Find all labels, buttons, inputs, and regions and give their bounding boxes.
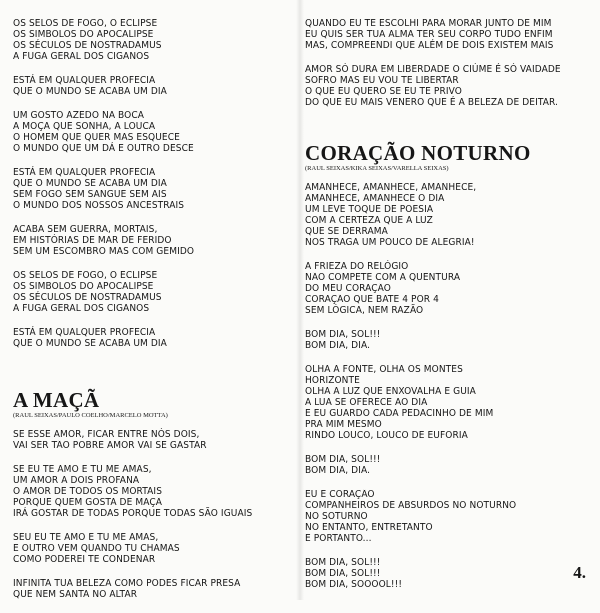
song-lyrics — [13, 429, 295, 600]
lyric-line: BOM DIA, SOL!!! — [305, 329, 381, 340]
lyric-line: ESTÁ EM QUALQUER PROFECIA — [13, 167, 156, 178]
stanza — [305, 261, 595, 316]
lyric-line: BOM DIA, SOL!!! — [305, 557, 381, 568]
lyric-line: BOM DIA, DIA. — [305, 340, 371, 351]
stanza — [13, 224, 295, 257]
lyric-line: NÃO COMPETE COM A QUENTURA — [305, 272, 461, 283]
lyric-line: SEM UM ESCOMBRO MAS COM GEMIDO — [13, 246, 195, 257]
lyrics-continuation-left — [13, 18, 295, 349]
lyric-line: OS SIMBOLOS DO APOCALIPSE — [13, 281, 154, 292]
lyric-line: OS SIMBOLOS DO APOCALIPSE — [13, 29, 154, 40]
song-section-a-maca — [13, 389, 295, 600]
song-lyrics — [305, 182, 595, 590]
lyric-line: ESTÁ EM QUALQUER PROFECIA — [13, 327, 156, 338]
lyric-line: UM AMOR A DOIS PROFANA — [13, 475, 140, 486]
lyric-line: QUE NEM SANTA NO ALTAR — [13, 589, 138, 600]
lyric-line: SOFRO MAS EU VOU TE LIBERTAR — [305, 75, 459, 86]
stanza — [305, 454, 595, 476]
stanza — [13, 464, 295, 519]
lyric-line: BOM DIA, DIA. — [305, 465, 371, 476]
stanza — [13, 270, 295, 314]
lyric-line: RINDO LOUCO, LOUCO DE EUFORIA — [305, 430, 468, 441]
lyric-line: BOM DIA, SOL!!! — [305, 454, 381, 465]
lyric-line: CORAÇÃO QUE BATE 4 POR 4 — [305, 294, 439, 305]
lyric-line: OS SELOS DE FOGO, O ECLIPSE — [13, 270, 158, 281]
lyric-line: COMPANHEIROS DE ABSURDOS NO NOTURNO — [305, 500, 517, 511]
stanza — [305, 64, 595, 108]
lyric-line: DO MEU CORAÇÃO — [305, 283, 391, 294]
lyric-line: E EU GUARDO CADA PEDACINHO DE MIM — [305, 408, 494, 419]
lyric-line: O QUE EU QUERO SE EU TE PRIVO — [305, 86, 462, 97]
lyric-line: BOM DIA, SOOOOL!!! — [305, 579, 403, 590]
song-title: A MAÇÃ — [13, 388, 100, 412]
lyric-line: A FUGA GERAL DOS CIGANOS — [13, 303, 150, 314]
lyric-line: UM LEVE TOQUE DE POESIA — [305, 204, 434, 215]
stanza — [305, 557, 595, 590]
lyric-line: EU QUIS SER TUA ALMA TER SEU CORPO TUDO ENFIM — [305, 29, 553, 40]
stanza — [305, 18, 595, 51]
lyric-line: HORIZONTE — [305, 375, 360, 386]
lyric-line: A FRIEZA DO RELÓGIO — [305, 261, 409, 272]
lyric-line: MAS, COMPREENDI QUE ALÉM DE DOIS EXISTEM MAIS — [305, 40, 554, 51]
left-page — [0, 0, 299, 600]
stanza — [13, 327, 295, 349]
lyric-line: AMANHECE, AMANHECE, AMANHECE, — [305, 182, 477, 193]
lyric-line: AMOR SÓ DURA EM LIBERDADE O CIÚME É SÓ VAIDADE — [305, 64, 561, 75]
lyric-line: SEM FOGO SEM SANGUE SEM AIS — [13, 189, 167, 200]
lyric-line: E PORTANTO... — [305, 533, 372, 544]
lyric-line: OLHA A FONTE, OLHA OS MONTES — [305, 364, 463, 375]
lyric-line: QUE O MUNDO SE ACABA UM DIA — [13, 86, 167, 97]
song-credits: (RAUL SEIXAS/KIKA SEIXAS/VARELLA SEIXAS) — [305, 165, 449, 172]
stanza — [13, 167, 295, 211]
lyric-line: PRA MIM MESMO — [305, 419, 382, 430]
stanza — [305, 489, 595, 544]
page-number: 4. — [573, 563, 586, 582]
lyric-line: PORQUE QUEM GOSTA DE MAÇÃ — [13, 497, 163, 508]
lyric-line: SE EU TE AMO E TU ME AMAS, — [13, 464, 152, 475]
song-credits: (RAUL SEIXAS/PAULO COELHO/MARCELO MOTTA) — [13, 412, 168, 419]
lyric-line: BOM DIA, SOL!!! — [305, 568, 381, 579]
lyric-line: COM A CERTEZA QUE A LUZ — [305, 215, 433, 226]
stanza — [13, 110, 295, 154]
lyric-line: EU E CORAÇÃO — [305, 489, 375, 500]
lyric-line: SEM LÓGICA, NEM RAZÃO — [305, 305, 424, 316]
stanza — [13, 532, 295, 565]
lyric-line: SE ESSE AMOR, FICAR ENTRE NÓS DOIS, — [13, 429, 200, 440]
stanza — [305, 329, 595, 351]
lyrics-continuation-right — [305, 18, 595, 108]
lyric-line: VAI SER TÃO POBRE AMOR VAI SE GASTAR — [13, 440, 207, 451]
lyric-line: INFINITA TUA BELEZA COMO PODES FICAR PRESA — [13, 578, 241, 589]
song-title: CORAÇÃO NOTURNO — [305, 141, 531, 165]
lyric-line: UM GOSTO AZEDO NA BOCA — [13, 110, 145, 121]
lyric-line: QUE O MUNDO SE ACABA UM DIA — [13, 338, 167, 349]
stanza — [305, 182, 595, 248]
lyric-line: O AMOR DE TODOS OS MORTAIS — [13, 486, 163, 497]
lyric-line: A MOÇA QUE SONHA, A LOUCA — [13, 121, 156, 132]
right-column — [305, 18, 595, 603]
stanza — [13, 18, 295, 62]
lyric-line: A FUGA GERAL DOS CIGANOS — [13, 51, 150, 62]
stanza — [13, 75, 295, 97]
lyric-line: NO ENTANTO, ENTRETANTO — [305, 522, 433, 533]
lyric-line: O MUNDO DOS NOSSOS ANCESTRAIS — [13, 200, 185, 211]
lyric-line: ESTÁ EM QUALQUER PROFECIA — [13, 75, 156, 86]
song-section-coracao-noturno — [305, 142, 595, 590]
lyric-line: E OUTRO VEM QUANDO TU CHAMAS — [13, 543, 180, 554]
lyric-line: QUE O MUNDO SE ACABA UM DIA — [13, 178, 167, 189]
lyric-line: OS SÉCULOS DE NOSTRADAMUS — [13, 40, 162, 51]
left-column — [13, 18, 295, 613]
right-page — [300, 0, 600, 600]
lyric-line: O MUNDO QUE UM DÁ E OUTRO DESCE — [13, 143, 194, 154]
lyric-line: A LUA SE OFERECE AO DIA — [305, 397, 428, 408]
lyric-line: QUE SE DERRAMA — [305, 226, 388, 237]
lyric-line: OS SÉCULOS DE NOSTRADAMUS — [13, 292, 162, 303]
stanza — [13, 578, 295, 600]
lyric-line: OS SELOS DE FOGO, O ECLIPSE — [13, 18, 158, 29]
lyric-line: O HOMEM QUE QUER MAS ESQUECE — [13, 132, 180, 143]
lyric-line: NOS TRAGA UM POUCO DE ALEGRIA! — [305, 237, 475, 248]
stanza — [305, 364, 595, 441]
lyric-line: ACABA SEM GUERRA, MORTAIS, — [13, 224, 158, 235]
lyric-line: IRÁ GOSTAR DE TODAS PORQUE TODAS SÃO IGUAIS — [13, 508, 253, 519]
lyric-line: DO QUE EU MAIS VENERO QUE É A BELEZA DE DEITAR. — [305, 97, 559, 108]
lyric-line: SEU EU TE AMO E TU ME AMAS, — [13, 532, 159, 543]
lyric-line: AMANHECE, AMANHECE O DIA — [305, 193, 445, 204]
lyric-line: COMO PODEREI TE CONDENAR — [13, 554, 156, 565]
stanza — [13, 429, 295, 451]
lyric-line: QUANDO EU TE ESCOLHI PARA MORAR JUNTO DE MIM — [305, 18, 552, 29]
lyric-line: OLHA A LUZ QUE ENXOVALHA E GUIA — [305, 386, 476, 397]
lyric-line: EM HISTÓRIAS DE MAR DE FERIDO — [13, 235, 172, 246]
lyric-line: NO SOTURNO — [305, 511, 368, 522]
